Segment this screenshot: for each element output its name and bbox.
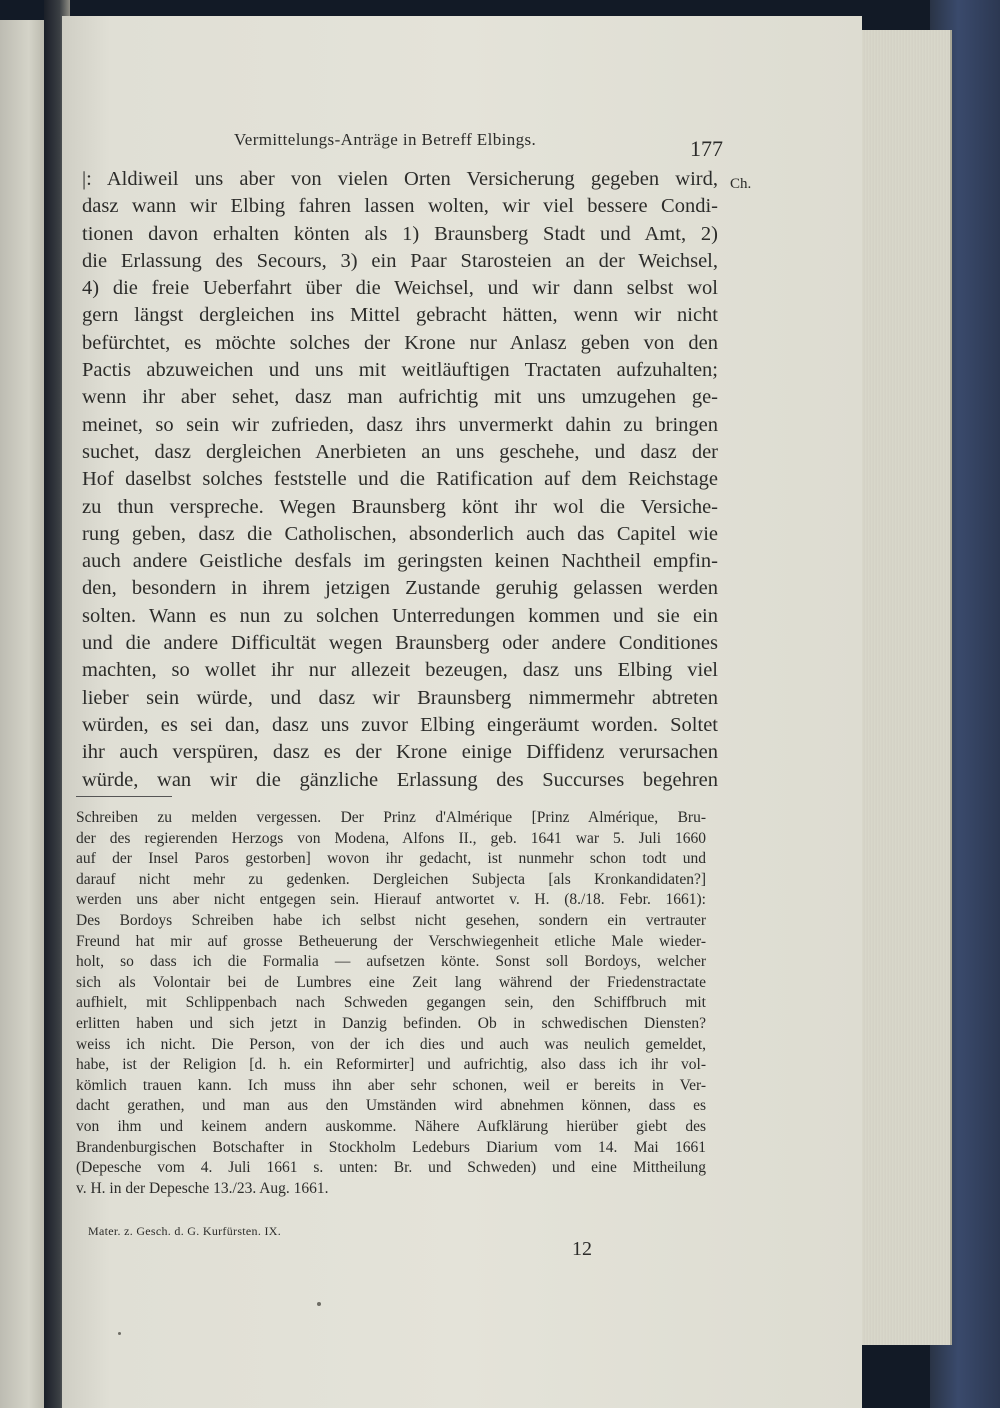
text-line: den, besondern in ihrem jetzigen Zustande geruhig gelassen werden [82, 577, 718, 600]
text-line: dasz wann wir Elbing fahren lassen wolten, wir viel bessere Condi- [82, 195, 718, 218]
footnotes [76, 808, 706, 1199]
footnote-line: der des regierenden Herzogs von Modena, Alfons II., geb. 1641 war 5. Juli 1660 [76, 829, 706, 847]
footnote-line: erlitten haben und sich jetzt in Danzig befinden. Ob in schwedischen Diensten? [76, 1014, 706, 1032]
footnote-line: Schreiben zu melden vergessen. Der Prinz d'Almérique [Prinz Almérique, Bru- [76, 809, 706, 826]
text-line: solten. Wann es nun zu solchen Unterredungen kommen und sie ein [82, 604, 718, 627]
footnote-line: aufhielt, mit Schlippenbach nach Schweden gegangen sein, den Schiffbruch mit [76, 994, 706, 1012]
footnote-line: Des Bordoys Schreiben habe ich selbst nicht gesehen, sondern ein vertrauter [76, 911, 706, 929]
book-page [62, 16, 862, 1408]
text-line: würde, wan wir die gänzliche Erlassung des Succurses begehren [82, 768, 718, 791]
text-line: befürchtet, es möchte solches der Krone nur Anlasz geben von den [82, 331, 718, 354]
paper-speck [317, 1302, 321, 1306]
footnote-rule [76, 796, 172, 797]
text-line: suchet, dasz dergleichen Anerbieten an uns geschehe, und dasz der [82, 440, 718, 463]
footnote-line: kömlich trauen kann. Ich muss ihn aber sehr schonen, weil er bereits in Ver- [76, 1076, 706, 1094]
text-line: Pactis abzuweichen und uns mit weitläuftigen Tractaten aufzuhalten; [82, 359, 718, 382]
main-text [82, 166, 718, 794]
text-line: |: Aldiweil uns aber von vielen Orten Versicherung gegeben wird, [82, 168, 718, 190]
text-line: lieber sein würde, und dasz wir Braunsberg nimmermehr abtreten [82, 686, 718, 709]
text-line: rung geben, dasz die Catholischen, absonderlich auch das Capitel wie [82, 522, 718, 545]
footnote-line: dacht gerathen, und man aus den Umständen wird abnehmen können, dass es [76, 1097, 706, 1115]
text-line: Hof daselbst solches feststelle und die Ratification auf dem Reichstage [82, 468, 718, 491]
text-line: zu thun verspreche. Wegen Braunsberg könt ihr wol die Versiche- [82, 495, 718, 518]
footnote-line: holt, so dass ich die Formalia — aufsetzen könte. Sonst soll Bordoys, welcher [76, 953, 706, 971]
text-line: die Erlassung des Secours, 3) ein Paar Starosteien an der Weichsel, [82, 249, 718, 272]
left-page-edge [0, 20, 48, 1408]
footnote-line: werden uns aber nicht entgegen sein. Hierauf antwortet v. H. (8./18. Febr. 1661): [76, 891, 706, 909]
text-line: würden, es sei dan, dasz uns zuvor Elbing eingeräumt worden. Soltet [82, 713, 718, 736]
text-line: wenn ihr aber sehet, dasz man aufrichtig mit uns umzugehen ge- [82, 386, 718, 409]
footnote-line: (Depesche vom 4. Juli 1661 s. unten: Br. und Schweden) und eine Mittheilung [76, 1159, 706, 1177]
footnote-line: habe, ist der Religion [d. h. ein Reformirter] und aufrichtig, also dass ich ihr vol- [76, 1056, 706, 1074]
footnote-line: weiss ich nicht. Die Person, von der ich dies und auch was neulich gemeldet, [76, 1035, 706, 1053]
text-line: ihr auch verspüren, dasz es der Krone einige Diffidenz verursachen [82, 741, 718, 764]
sheet-number: 12 [572, 1238, 592, 1260]
margin-note: Ch. [730, 176, 752, 192]
text-line: tionen davon erhalten könten als 1) Braunsberg Stadt und Amt, 2) [82, 222, 718, 245]
paper-speck [118, 1332, 121, 1335]
running-head: Vermittelungs-Anträge in Betreff Elbings. [234, 130, 537, 149]
text-line: gern längst dergleichen ins Mittel gebracht hätten, wenn wir nicht [82, 304, 718, 327]
footnote-line: darauf nicht mehr zu gedenken. Dergleichen Subjecta [als Kronkandidaten?] [76, 870, 706, 888]
footnote-line: von ihm und keinem andern auskomme. Nähere Aufklärung hierüber giebt des [76, 1117, 706, 1135]
footnote-line: Freund hat mir auf grosse Betheuerung der Verschwiegenheit etliche Male wieder- [76, 932, 706, 950]
page-number: 177 [690, 136, 723, 161]
text-line: 4) die freie Ueberfahrt über die Weichsel, und wir dann selbst wol [82, 277, 718, 300]
footnote-line: sich als Volontair bei de Lumbres eine Zeit lang während der Friedenstractate [76, 973, 706, 991]
footnote-line: auf der Insel Paros gestorben] wovon ihr gedacht, ist nunmehr schon todt und [76, 850, 706, 868]
text-line: machten, so wollet ihr nur allezeit bezeugen, dasz uns Elbing viel [82, 659, 718, 682]
text-line: und die andere Difficultät wegen Braunsberg oder andere Conditiones [82, 632, 718, 655]
footnote-line: Brandenburgischen Botschafter in Stockholm Ledeburs Diarium vom 14. Mai 1661 [76, 1138, 706, 1156]
text-line: auch andere Geistliche desfals im geringsten keinen Nachtheil empfin- [82, 550, 718, 573]
footnote-line: v. H. in der Depesche 13./23. Aug. 1661. [76, 1179, 329, 1197]
text-line: meinet, so sein wir zufrieden, dasz ihrs unvermerkt dahin zu bringen [82, 413, 718, 436]
signature-line: Mater. z. Gesch. d. G. Kurfürsten. IX. [88, 1224, 282, 1238]
